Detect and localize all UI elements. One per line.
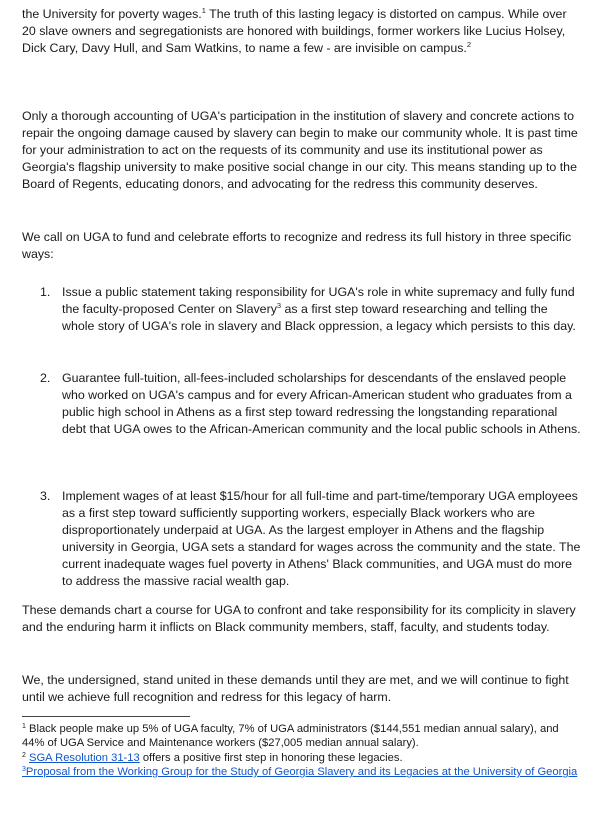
footnote-divider — [22, 716, 190, 717]
demand-number: 2. — [40, 371, 51, 385]
demand-text — [62, 284, 582, 335]
para1-text-a: the University for poverty wages. — [22, 7, 202, 21]
footnotes — [22, 722, 582, 780]
list-item — [22, 284, 582, 335]
footnote-3 — [22, 765, 582, 779]
working-group-proposal-link[interactable] — [22, 766, 577, 778]
footnote-ref-1[interactable]: 1 — [201, 6, 206, 15]
list-item — [22, 370, 582, 438]
footnote-3-link-text: Proposal from the Working Group for the Study of Georgia Slavery and its Legacies at the University of Georgia — [25, 766, 578, 779]
footnote-ref-2[interactable]: 2 — [466, 40, 472, 49]
demand-number: 1. — [40, 285, 51, 299]
demand-text: Guarantee full-tuition, all-fees-included scholarships for descendants of the enslaved people who worked on UGA's campus and for every African-American student who graduates from a public high school in Athens as a first step toward redressing the longstanding reparational debt that UGA owes to the African-American community and the local public schools in Athens. — [62, 371, 581, 436]
footnote-2 — [22, 751, 582, 765]
footnote-mark-3: 3 — [22, 766, 26, 774]
demand-number: 3. — [40, 489, 51, 503]
footnote-mark-2: 2 — [22, 751, 26, 759]
paragraph-course: These demands chart a course for UGA to confront and take responsibility for its complicity in slavery and the enduring harm it inflicts on Black community members, staff, faculty, and students today. — [22, 603, 576, 634]
footnote-mark-1: 1 — [22, 723, 26, 730]
demand-1-text-b: as a first step toward researching and telling the whole story of UGA's role in slavery and Black oppression, a legacy which persists to this day. — [62, 302, 576, 333]
paragraph-call: We call on UGA to fund and celebrate efforts to recognize and redress its full history in three specific ways: — [22, 230, 572, 261]
paragraph-legacy — [22, 6, 582, 57]
footnote-ref-3[interactable]: 3 — [276, 301, 282, 310]
sga-resolution-link[interactable]: SGA Resolution 31-13 — [29, 751, 140, 764]
footnote-1 — [22, 722, 582, 751]
para1-text-b: The truth of this lasting legacy is distorted on campus. While over 20 slave owners and segregationists are honored with buildings, former workers like Lucius Holsey, Dick Cary, Davy Hull, and Sam Watkins, to name a few - are invisible on campus. — [22, 7, 567, 55]
footnote-2-text: offers a positive first step in honoring these legacies. — [139, 751, 403, 764]
paragraph-undersigned: We, the undersigned, stand united in these demands until they are met, and we will continue to fight until we achieve full recognition and redress for this legacy of harm. — [22, 673, 569, 704]
paragraph-accounting: Only a thorough accounting of UGA's participation in the institution of slavery and concrete actions to repair the ongoing damage caused by slavery can begin to make our community whole. It is past time for your administration to act on the requests of its community and use its institutional power as Georgia's flagship university to make positive social change in our city. This means standing up to the Board of Regents, educating donors, and advocating for the redress this community deserves. — [22, 109, 578, 191]
demand-1-text-a: Issue a public statement taking responsibility for UGA's role in white supremacy and fully fund the faculty-proposed Center on Slavery — [62, 285, 575, 316]
demand-text: Implement wages of at least $15/hour for all full-time and part-time/temporary UGA employees as a first step toward sufficiently supporting workers, especially Black workers who are disproportionately underpaid at UGA. As the largest employer in Athens and the flagship university in Georgia, UGA sets a standard for wages across the community and the state. The current inadequate wages fuel poverty in Athens' Black communities, and UGA must do more to address the massive racial wealth gap. — [62, 489, 581, 588]
list-item — [22, 488, 582, 590]
footnote-1-text: Black people make up 5% of UGA faculty, 7% of UGA administrators ($144,551 median annual salary), and 44% of UGA Service and Maintenance workers ($27,005 median annual salary). — [22, 723, 559, 750]
